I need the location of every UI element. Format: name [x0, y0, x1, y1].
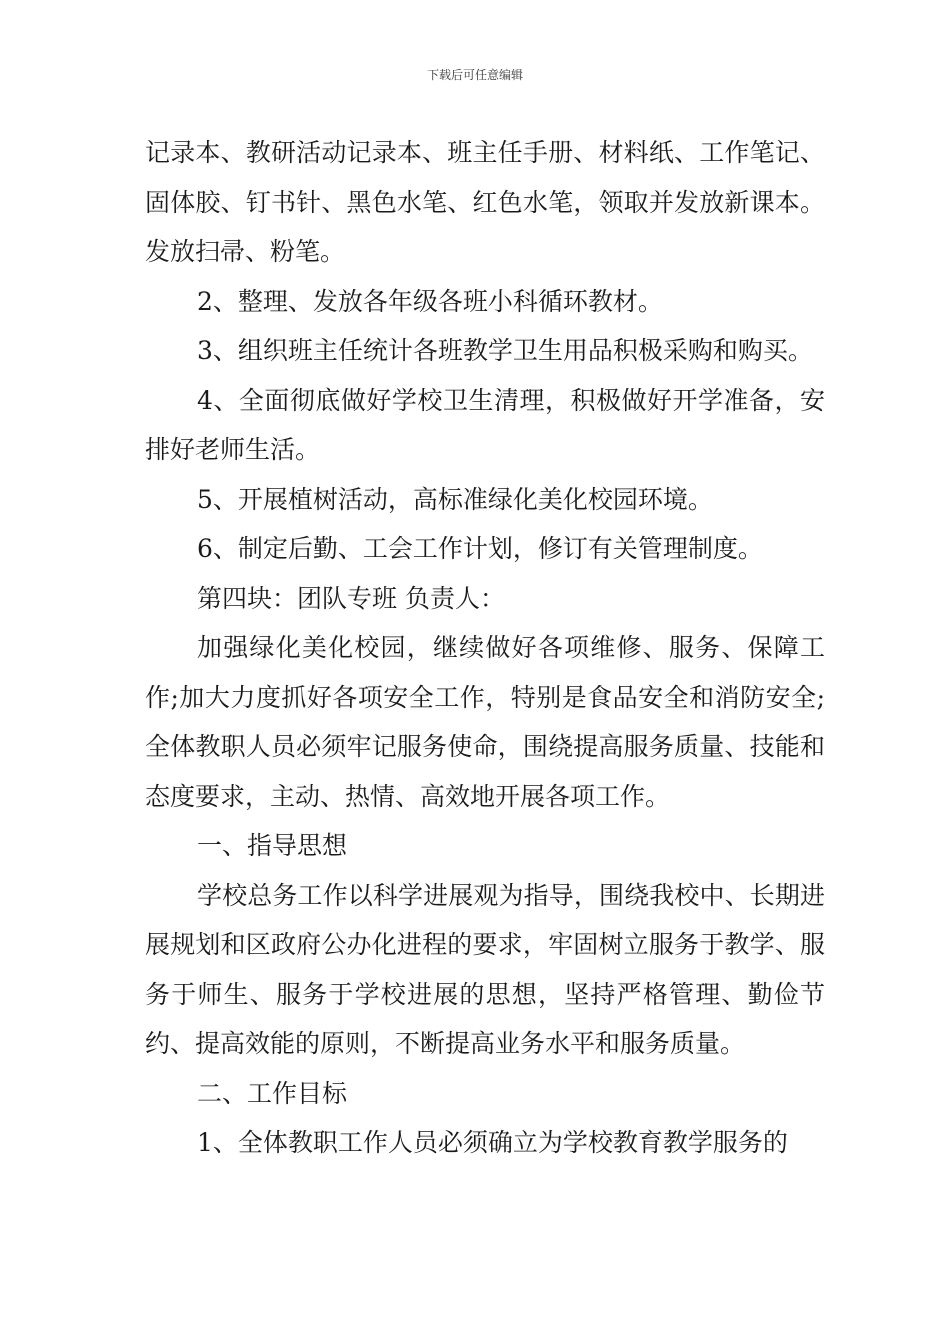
paragraph-continuation: 记录本、教研活动记录本、班主任手册、材料纸、工作笔记、固体胶、钉书针、黑色水笔、红色水笔，领取并发放新课本。发放扫帚、粉笔。	[145, 138, 825, 266]
section-heading-guiding-ideology: 一、指导思想	[197, 831, 348, 860]
section-heading-block-4: 第四块：团队专班 负责人：	[197, 583, 505, 613]
document-body	[145, 128, 825, 1168]
paragraph-item-4: 4、全面彻底做好学校卫生清理，积极做好开学准备，安排好老师生活。	[145, 385, 825, 464]
paragraph-block-4-body: 加强绿化美化校园，继续做好各项维修、服务、保障工作;加大力度抓好各项安全工作，特别是食品安全和消防安全;全体教职人员必须牢记服务使命，围绕提高服务质量、技能和态度要求，主动、热情、高效地开展各项工作。	[145, 633, 825, 811]
paragraph-item-2: 2、整理、发放各年级各班小科循环教材。	[197, 286, 663, 316]
page-header-note: 下载后可任意编辑	[426, 68, 523, 82]
paragraph-guiding-ideology: 学校总务工作以科学进展观为指导，围绕我校中、长期进展规划和区政府公办化进程的要求，牢固树立服务于教学、服务于师生、服务于学校进展的思想，坚持严格管理、勤俭节约、提高效能的原则，不断提高业务水平和服务质量。	[145, 880, 825, 1058]
paragraph-item-3: 3、组织班主任统计各班教学卫生用品积极采购和购买。	[197, 336, 813, 365]
paragraph-item-6: 6、制定后勤、工会工作计划，修订有关管理制度。	[197, 534, 763, 563]
paragraph-goal-1: 1、全体教职工作人员必须确立为学校教育教学服务的	[197, 1128, 788, 1157]
section-heading-work-goals: 二、工作目标	[197, 1078, 348, 1108]
paragraph-item-5: 5、开展植树活动，高标准绿化美化校园环境。	[197, 484, 713, 514]
